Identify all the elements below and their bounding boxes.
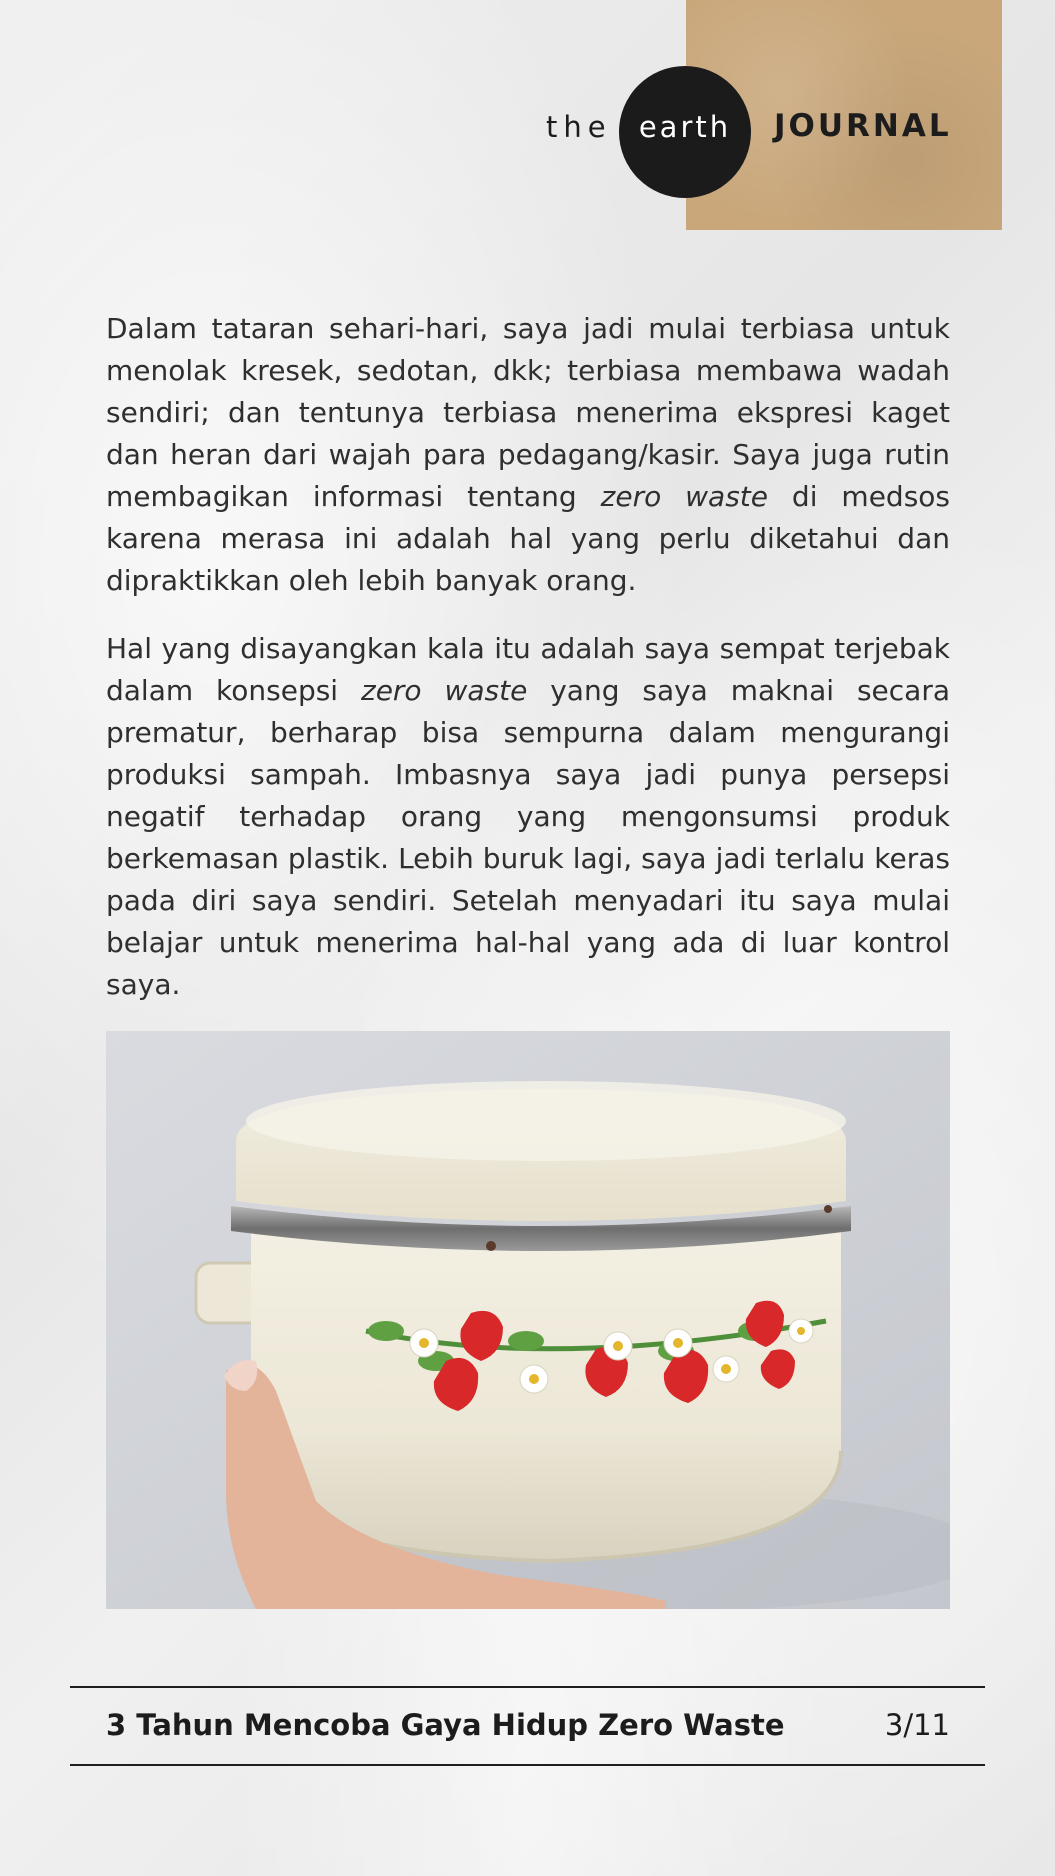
logo-earth: earth <box>638 110 732 144</box>
emphasis-term: zero waste <box>361 674 528 707</box>
footer-rule-bottom <box>70 1764 985 1766</box>
article-paragraph-2 <box>106 628 950 1006</box>
paragraph-text: Hal yang disayangkan kala itu adalah saya sempat terjebak dalam konsepsi <box>106 632 950 707</box>
emphasis-term: zero waste <box>600 480 768 513</box>
photo-illustration <box>106 1031 950 1609</box>
paragraph-text: Dalam tataran sehari-hari, saya jadi mulai terbiasa untuk menolak kresek, sedotan, dkk; terbiasa membawa wadah sendiri; dan tentunya terbiasa menerima ekspresi kaget dan heran dari wajah para pedagang/kasir. Saya juga rutin membagikan informasi tentang <box>106 312 950 513</box>
article-paragraph-1 <box>106 308 950 602</box>
footer-rule-top <box>70 1686 985 1688</box>
article-body <box>106 308 950 1032</box>
photo-enamel-container <box>106 1031 950 1609</box>
logo-the: the <box>546 110 612 144</box>
paragraph-text: di medsos karena merasa ini adalah hal yang perlu diketahui dan dipraktikkan oleh lebih banyak orang. <box>106 480 951 597</box>
paragraph-text: yang saya maknai secara prematur, berharap bisa sempurna dalam mengurangi produksi sampah. Imbasnya saya jadi punya persepsi negatif terhadap orang yang mengonsumsi produk berkemasan plastik. Lebih buruk lagi, saya jadi terlalu keras pada diri saya sendiri. Setelah menyadari itu saya mulai belajar untuk menerima hal-hal yang ada di luar kontrol saya. <box>106 674 951 1001</box>
footer-title: 3 Tahun Mencoba Gaya Hidup Zero Waste <box>106 1708 785 1742</box>
page-number: 3/11 <box>884 1708 950 1742</box>
logo-journal: JOURNAL <box>774 108 952 144</box>
